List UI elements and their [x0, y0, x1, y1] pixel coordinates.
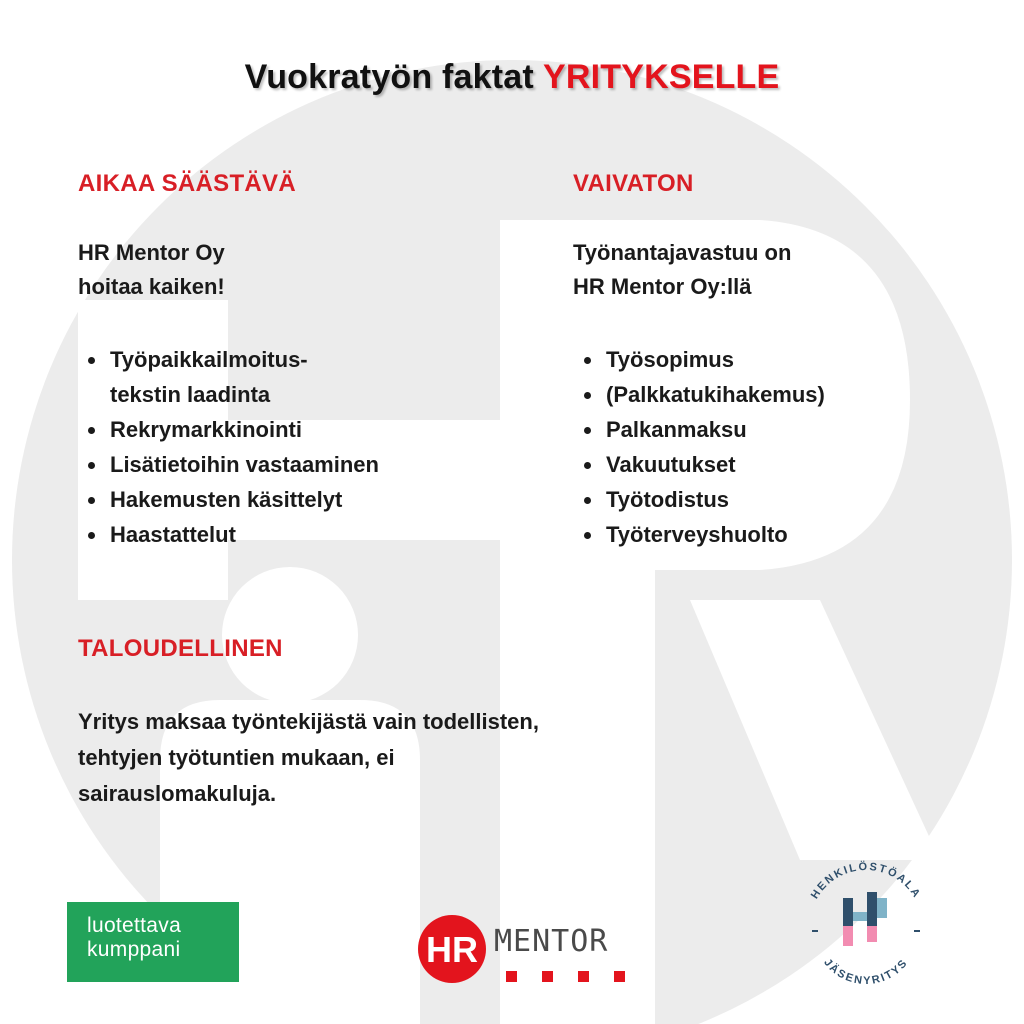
bullet-icon: [584, 532, 591, 539]
svg-text:HR: HR: [426, 929, 478, 970]
list-item: tekstin laadinta: [110, 382, 271, 407]
logo-square: [578, 971, 589, 982]
bullet-icon: [88, 532, 95, 539]
hr-mentor-logo: [414, 914, 634, 984]
list-item: Työtodistus: [580, 482, 825, 517]
list-item: Työpaikkailmoitus-: [84, 342, 379, 377]
right-intro-line1: Työnantajavastuu on: [573, 240, 792, 265]
bullet-icon: [88, 427, 95, 434]
badge-line1: luotettava: [87, 914, 182, 937]
title-main: Vuokratyön faktat: [244, 58, 534, 96]
list-item: Työsopimus: [580, 342, 825, 377]
logo-square: [542, 971, 553, 982]
taloudellinen-text: Yritys maksaa työntekijästä vain todellisten, tehtyjen työtuntien mukaan, ei sairauslomakuluja.: [78, 709, 539, 806]
list-item: (Palkkatukihakemus): [580, 377, 825, 412]
left-task-list: [84, 342, 379, 552]
list-item: Haastattelut: [84, 517, 379, 552]
bullet-icon: [584, 462, 591, 469]
left-intro-line2: hoitaa kaiken!: [78, 274, 225, 299]
heading-aikaa-saastava: AIKAA SÄÄSTÄVÄ: [78, 170, 296, 197]
list-item: Hakemusten käsittelyt: [84, 482, 379, 517]
bullet-icon: [88, 357, 95, 364]
hr-logo-icon: [414, 914, 490, 984]
bullet-icon: [584, 497, 591, 504]
bullet-icon: [88, 497, 95, 504]
bullet-icon: [88, 462, 95, 469]
list-item: Vakuutukset: [580, 447, 825, 482]
right-intro-line2: HR Mentor Oy:llä: [573, 274, 752, 299]
badge-line2: kumppani: [87, 938, 181, 961]
mentor-wordmark: MENTOR: [494, 924, 609, 959]
left-intro-line1: HR Mentor Oy: [78, 240, 225, 265]
logo-square: [506, 971, 517, 982]
left-intro: [78, 236, 225, 304]
bullet-icon: [584, 427, 591, 434]
bullet-icon: [584, 357, 591, 364]
list-item: Rekrymarkkinointi: [84, 412, 379, 447]
heading-taloudellinen: TALOUDELLINEN: [78, 635, 283, 662]
logo-square: [614, 971, 625, 982]
list-item: Työterveyshuolto: [580, 517, 825, 552]
luotettava-kumppani-badge: [67, 902, 239, 982]
right-task-list: [580, 342, 825, 552]
title-accent: YRITYKSELLE: [542, 58, 780, 96]
bullet-icon: [584, 392, 591, 399]
svg-text:JÄSENYRITYS: JÄSENYRITYS: [821, 956, 911, 988]
henkilostoala-jasenyritys-seal: [788, 846, 944, 1002]
list-item: Palkanmaksu: [580, 412, 825, 447]
list-item: Lisätietoihin vastaaminen: [84, 447, 379, 482]
heading-vaivaton: VAIVATON: [573, 170, 694, 197]
svg-text:HENKILÖSTÖALA: HENKILÖSTÖALA: [808, 860, 924, 902]
right-intro: [573, 236, 791, 304]
page-title: [0, 58, 1024, 97]
